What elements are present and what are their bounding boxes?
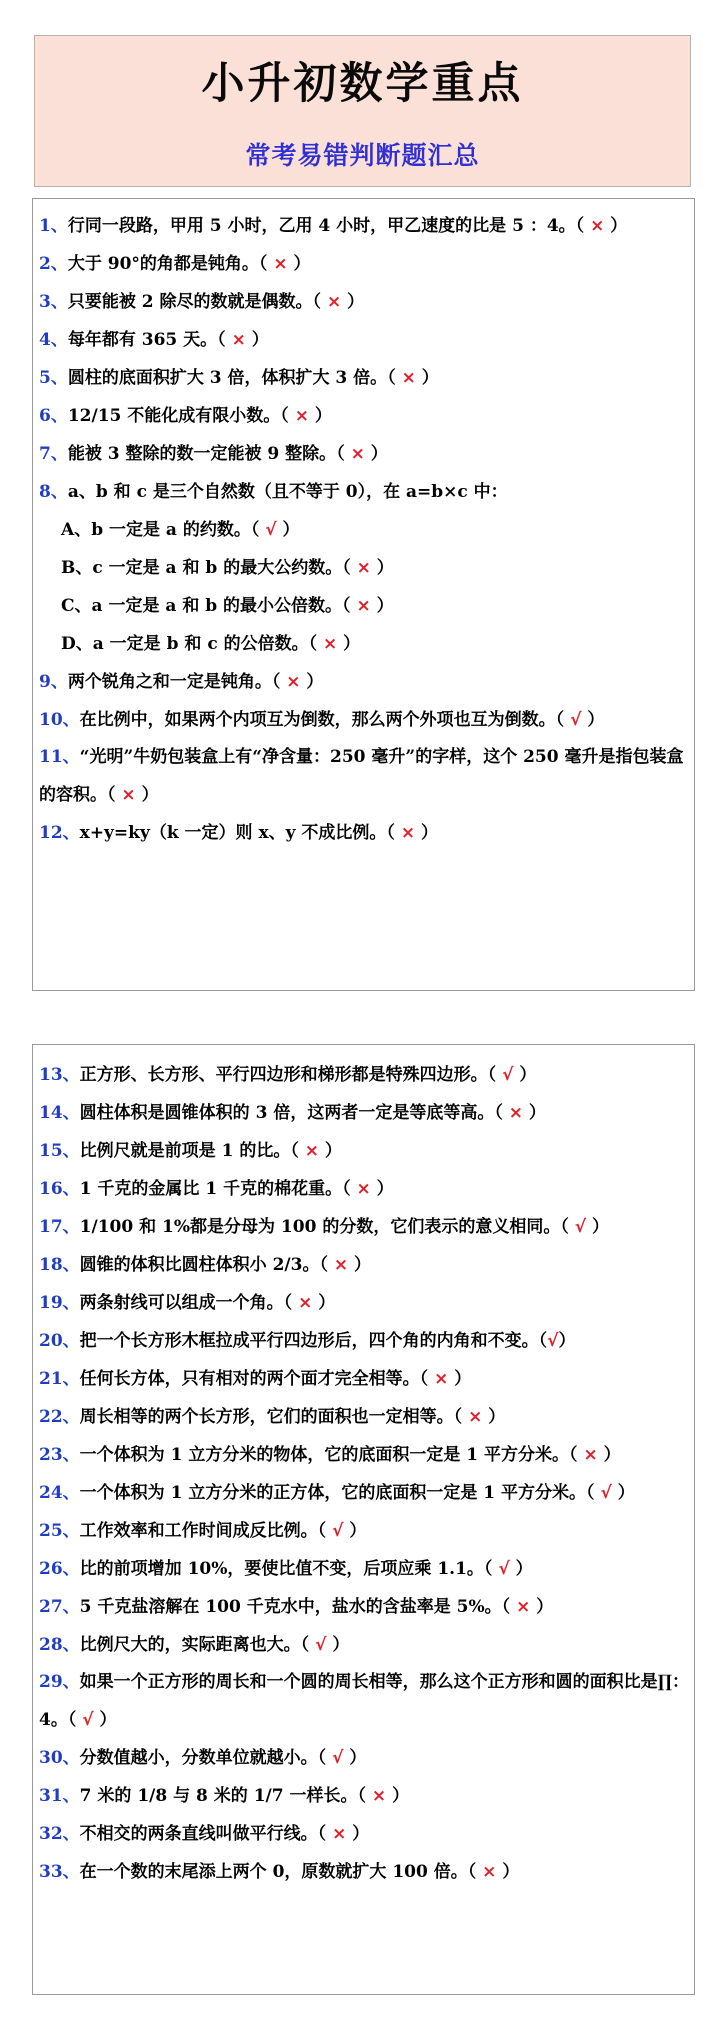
answer-bracket-open: （ [317, 1748, 333, 1768]
question-number: 6、 [39, 406, 68, 426]
answer-bracket-open: （ [386, 823, 401, 843]
answer-bracket-close: ） [300, 672, 324, 692]
question-number: 9、 [39, 672, 68, 692]
question-number: 24、 [39, 1483, 80, 1503]
answer-bracket-close: ） [337, 634, 361, 654]
question-number: 13、 [39, 1065, 80, 1085]
answer-bracket-open: （ [258, 254, 274, 274]
answer-bracket-open: （ [555, 710, 571, 730]
question-number: 3、 [39, 292, 68, 312]
answer-mark: × [356, 596, 371, 616]
question-text: 在比例中，如果两个内项互为倒数，那么两个外项也互为倒数。 [79, 710, 556, 730]
question-number: 14、 [39, 1103, 80, 1123]
question-item [33, 1815, 694, 1853]
question-item [33, 321, 694, 359]
answer-mark: × [332, 1824, 347, 1844]
answer-bracket-open: （ [453, 1407, 469, 1427]
question-item [33, 1664, 694, 1739]
question-item [33, 435, 694, 473]
question-item [33, 1588, 694, 1626]
question-card-2 [32, 1044, 695, 1995]
question-item [33, 1132, 694, 1170]
answer-mark: √ [570, 710, 582, 730]
answer-bracket-close: ） [370, 596, 394, 616]
answer-mark: × [371, 1786, 387, 1806]
answer-bracket-close: ） [135, 784, 159, 805]
question-number: 28、 [39, 1635, 80, 1655]
answer-bracket-open: （ [250, 520, 266, 540]
question-text: 正方形、长方形、平行四边形和梯形都是特殊四边形。 [79, 1065, 488, 1085]
answer-mark: × [482, 1862, 497, 1882]
question-text: 只要能被 2 除尽的数就是偶数。 [67, 292, 313, 312]
question-item [33, 1094, 694, 1132]
question-number: 10、 [39, 710, 80, 730]
answer-bracket-open: （ [419, 1369, 435, 1389]
title-banner [34, 35, 691, 187]
answer-mark: × [356, 558, 371, 578]
question-item [33, 283, 694, 321]
question-text: 工作效率和工作时间成反比例。 [79, 1521, 318, 1541]
answer-mark: × [468, 1407, 483, 1427]
question-item [33, 701, 694, 739]
question-text: 大于 90°的角都是钝角。 [67, 254, 259, 274]
question-text: 1 千克的金属比 1 千克的棉花重。 [79, 1179, 343, 1199]
answer-bracket-close: ） [93, 1709, 117, 1730]
question-item [33, 1512, 694, 1550]
answer-bracket-open: （ [308, 634, 324, 654]
answer-bracket-open: （ [342, 1179, 357, 1199]
question-item [33, 1056, 694, 1094]
question-item [33, 397, 694, 435]
page-subtitle: 常考易错判断题汇总 [245, 141, 480, 170]
question-text: D、a 一定是 b 和 c 的公倍数。 [61, 634, 309, 654]
answer-mark: × [400, 823, 416, 843]
question-number: 18、 [39, 1255, 80, 1275]
sub-question [33, 587, 694, 625]
answer-mark: × [350, 444, 365, 464]
question-number: 16、 [39, 1179, 80, 1199]
question-text: 任何长方体，只有相对的两个面才完全相等。 [79, 1369, 420, 1389]
question-text: a、b 和 c 是三个自然数（且不等于 0），在 a=b×c 中： [67, 482, 508, 502]
answer-mark: √ [315, 1635, 327, 1655]
answer-bracket-close: ） [346, 1824, 370, 1844]
answer-mark: √ [332, 1748, 344, 1768]
question-text: 能被 3 整除的数一定能被 9 整除。 [67, 444, 337, 464]
question-text: “光明”牛奶包装盒上有“净含量：250 毫升”的字样，这个 250 毫升是指包装盒的容积。 [39, 747, 684, 805]
answer-bracket-open: （ [283, 1293, 299, 1313]
answer-mark: × [583, 1445, 598, 1465]
question-number: 29、 [39, 1672, 80, 1692]
question-number: 7、 [39, 444, 68, 464]
answer-bracket-open: （ [575, 216, 591, 236]
answer-bracket-close: ） [611, 1483, 635, 1503]
answer-mark: × [323, 634, 338, 654]
answer-mark: √ [574, 1217, 587, 1237]
question-text: A、b 一定是 a 的约数。 [61, 520, 251, 540]
answer-bracket-open: （ [487, 1065, 503, 1085]
answer-bracket-open: （ [271, 672, 287, 692]
question-number: 22、 [39, 1407, 80, 1427]
question-number: 15、 [39, 1141, 80, 1161]
answer-bracket-open: （ [357, 1786, 372, 1806]
question-text: B、c 一定是 a 和 b 的最大公约数。 [61, 558, 343, 578]
question-list-2 [33, 1045, 694, 1891]
sub-question [33, 511, 694, 549]
answer-bracket-close: ） [523, 1103, 546, 1123]
answer-bracket-close: ） [343, 1521, 367, 1541]
question-item [33, 1170, 694, 1208]
question-text: 不相交的两条直线叫做平行线。 [79, 1824, 318, 1844]
question-item [33, 1208, 694, 1246]
question-number: 30、 [39, 1748, 80, 1768]
page-title: 小升初数学重点 [201, 59, 524, 109]
answer-bracket-close: ） [604, 216, 628, 236]
answer-mark: √ [82, 1709, 94, 1730]
answer-bracket-open: （ [586, 1483, 601, 1503]
question-item [33, 739, 694, 814]
question-text: 比例尺就是前项是 1 的比。 [79, 1141, 291, 1161]
answer-bracket-open: （ [342, 558, 357, 578]
question-number: 21、 [39, 1369, 80, 1389]
question-number: 8、 [39, 482, 68, 502]
answer-bracket-open: （ [483, 1559, 499, 1579]
sub-question [33, 549, 694, 587]
answer-mark: × [401, 368, 416, 388]
answer-bracket-close: ） [530, 1597, 554, 1617]
question-text: 在一个数的末尾添上两个 0，原数就扩大 100 倍。 [79, 1862, 468, 1882]
question-item [33, 1853, 694, 1891]
question-item [33, 1284, 694, 1322]
question-number: 27、 [39, 1597, 80, 1617]
answer-bracket-close: ） [348, 1255, 372, 1275]
question-text: 两个锐角之和一定是钝角。 [67, 672, 272, 692]
question-text: 圆柱的底面积扩大 3 倍，体积扩大 3 倍。 [67, 368, 388, 388]
question-text: 把一个长方形木框拉成平行四边形后，四个角的内角和不变。 [79, 1331, 539, 1351]
question-item [33, 1739, 694, 1777]
question-text: 周长相等的两个长方形，它们的面积也一定相等。 [79, 1407, 454, 1427]
question-text: 每年都有 365 天。 [67, 330, 218, 350]
answer-mark: × [121, 784, 136, 805]
question-number: 4、 [39, 330, 68, 350]
answer-mark: × [273, 254, 288, 274]
question-text: 圆锥的体积比圆柱体积小 2/3。 [79, 1255, 320, 1275]
answer-mark: × [508, 1103, 524, 1123]
question-text: 行同一段路，甲用 5 小时，乙用 4 小时，甲乙速度的比是 5 ：4。 [67, 216, 576, 236]
answer-mark: √ [600, 1483, 612, 1503]
answer-bracket-open: （ [280, 406, 295, 426]
answer-bracket-close: ） [370, 1179, 394, 1199]
answer-bracket-close: ） [287, 254, 311, 274]
answer-bracket-close: ） [364, 444, 388, 464]
question-item [33, 1777, 694, 1815]
answer-bracket-open: （ [217, 330, 232, 350]
question-number: 20、 [39, 1331, 80, 1351]
question-number: 23、 [39, 1445, 80, 1465]
question-number: 26、 [39, 1559, 80, 1579]
answer-bracket-open: （ [501, 1597, 517, 1617]
answer-bracket-close: ） [509, 1559, 533, 1579]
question-item [33, 814, 694, 852]
answer-bracket-open: （ [290, 1141, 305, 1161]
question-number: 25、 [39, 1521, 80, 1541]
question-text: 比例尺大的，实际距离也大。 [79, 1635, 301, 1655]
answer-bracket-close: ） [415, 368, 439, 388]
question-item [33, 1398, 694, 1436]
question-item [33, 1550, 694, 1588]
question-number: 11、 [39, 747, 80, 767]
answer-mark: × [333, 1255, 349, 1275]
question-number: 5、 [39, 368, 68, 388]
answer-bracket-close: ） [448, 1369, 472, 1389]
question-item [33, 359, 694, 397]
question-text: 圆柱体积是圆锥体积的 3 倍，这两者一定是等底等高。 [79, 1103, 495, 1123]
answer-mark: √ [332, 1521, 344, 1541]
answer-bracket-close: ） [312, 1293, 336, 1313]
answer-bracket-close: ） [597, 1445, 621, 1465]
answer-bracket-close: ） [586, 1217, 610, 1237]
answer-bracket-open: （ [67, 1709, 83, 1730]
question-text: 分数值越小，分数单位就越小。 [79, 1748, 318, 1768]
answer-mark: × [298, 1293, 313, 1313]
answer-bracket-close: ） [326, 1635, 350, 1655]
question-item [33, 663, 694, 701]
question-text: 如果一个正方形的周长和一个圆的周长相等，那么这个正方形和圆的面积比是∏：4。 [39, 1672, 689, 1730]
answer-bracket-open: （ [560, 1217, 575, 1237]
answer-bracket-open: （ [107, 784, 122, 805]
answer-mark: × [434, 1369, 449, 1389]
question-number: 19、 [39, 1293, 80, 1313]
answer-mark: × [294, 406, 309, 426]
answer-mark: × [304, 1141, 320, 1161]
answer-mark: × [356, 1179, 371, 1199]
question-number: 12、 [39, 823, 80, 843]
answer-bracket-close: ） [245, 330, 269, 350]
question-item [33, 1360, 694, 1398]
question-item [33, 1246, 694, 1284]
answer-bracket-open: （ [538, 1331, 548, 1351]
answer-bracket-open: （ [569, 1445, 584, 1465]
question-text: 1/100 和 1%都是分母为 100 的分数，它们表示的意义相同。 [79, 1217, 561, 1237]
question-number: 33、 [39, 1862, 80, 1882]
question-number: 17、 [39, 1217, 80, 1237]
answer-mark: × [516, 1597, 531, 1617]
sub-question [33, 625, 694, 663]
answer-bracket-open: （ [319, 1255, 334, 1275]
answer-mark: × [231, 330, 246, 350]
answer-bracket-close: ） [386, 1786, 410, 1806]
answer-mark: √ [265, 520, 277, 540]
answer-bracket-close: ） [319, 1141, 342, 1161]
question-item [33, 1322, 694, 1360]
answer-mark: × [286, 672, 301, 692]
question-text: 12/15 不能化成有限小数。 [67, 406, 281, 426]
answer-bracket-close: ） [496, 1862, 520, 1882]
question-text: 一个体积为 1 立方分米的正方体，它的底面积一定是 1 平方分米。 [79, 1483, 587, 1503]
answer-bracket-open: （ [317, 1824, 333, 1844]
question-item [33, 245, 694, 283]
question-list-1 [33, 199, 694, 852]
question-number: 32、 [39, 1824, 80, 1844]
question-text: 5 千克盐溶解在 100 千克水中，盐水的含盐率是 5%。 [79, 1597, 502, 1617]
answer-mark: × [590, 216, 605, 236]
answer-bracket-close: ） [581, 710, 605, 730]
question-text: 一个体积为 1 立方分米的物体，它的底面积一定是 1 平方分米。 [79, 1445, 570, 1465]
answer-bracket-open: （ [317, 1521, 333, 1541]
answer-mark: × [326, 292, 342, 312]
question-text: x+y=ky（k 一定）则 x、y 不成比例。 [79, 823, 387, 843]
question-item [33, 207, 694, 245]
answer-bracket-close: ） [415, 823, 438, 843]
question-card-1 [32, 198, 695, 991]
question-item [33, 1436, 694, 1474]
question-number: 2、 [39, 254, 68, 274]
question-number: 31、 [39, 1786, 80, 1806]
question-item [33, 473, 694, 511]
question-text: 比的前项增加 10%，要使比值不变，后项应乘 1.1。 [79, 1559, 484, 1579]
answer-bracket-close: ） [558, 1331, 576, 1351]
answer-bracket-close: ） [343, 1748, 367, 1768]
answer-bracket-close: ） [341, 292, 365, 312]
answer-bracket-open: （ [387, 368, 402, 388]
answer-bracket-close: ） [482, 1407, 506, 1427]
answer-mark: √ [498, 1559, 510, 1579]
answer-bracket-close: ） [308, 406, 332, 426]
question-text: 两条射线可以组成一个角。 [79, 1293, 284, 1313]
answer-bracket-close: ） [370, 558, 394, 578]
question-text: C、a 一定是 a 和 b 的最小公倍数。 [61, 596, 343, 616]
answer-bracket-open: （ [336, 444, 351, 464]
question-text: 7 米的 1/8 与 8 米的 1/7 一样长。 [79, 1786, 358, 1806]
question-item [33, 1474, 694, 1512]
answer-bracket-open: （ [494, 1103, 509, 1123]
answer-bracket-close: ） [276, 520, 300, 540]
answer-bracket-open: （ [300, 1635, 316, 1655]
answer-mark: √ [502, 1065, 514, 1085]
answer-bracket-close: ） [513, 1065, 537, 1085]
question-item [33, 1626, 694, 1664]
answer-bracket-open: （ [312, 292, 327, 312]
answer-bracket-open: （ [342, 596, 357, 616]
answer-bracket-open: （ [467, 1862, 483, 1882]
question-number: 1、 [39, 216, 68, 236]
answer-mark: √ [547, 1331, 559, 1351]
